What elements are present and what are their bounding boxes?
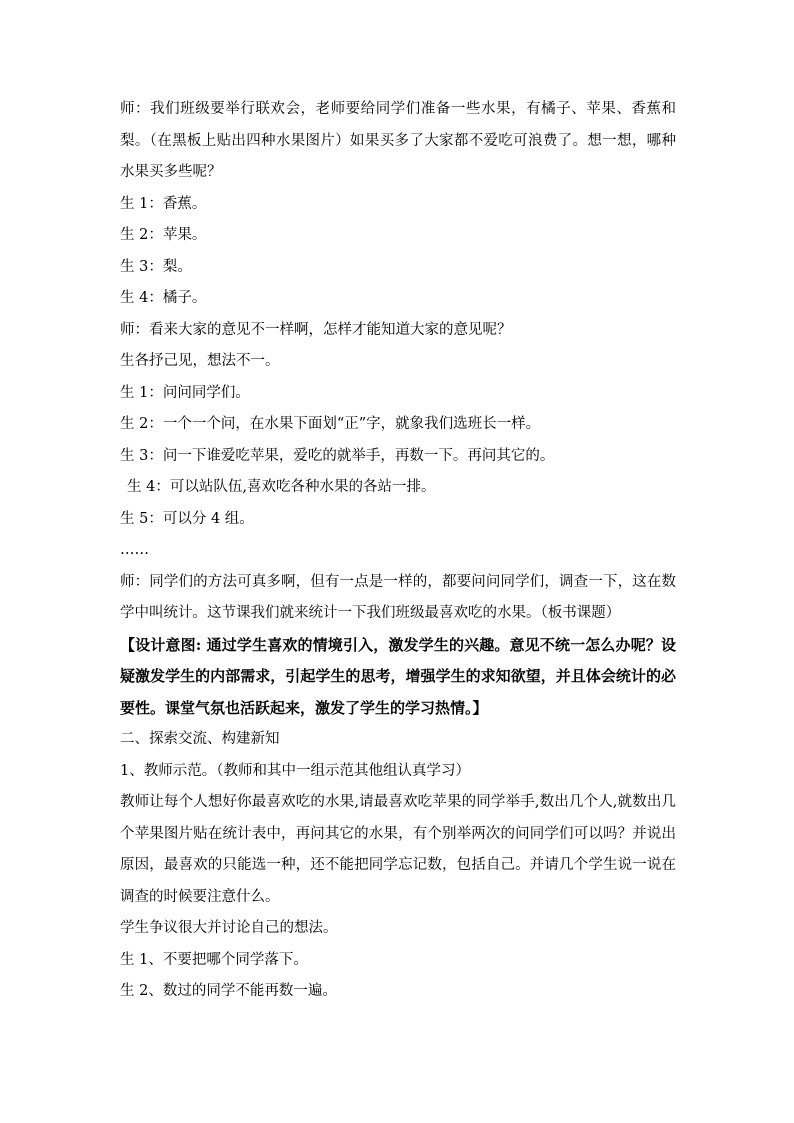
paragraph-teacher-demo-details: 教师让每个人想好你最喜欢吃的水果,请最喜欢吃苹果的同学举手,数出几个人,就数出几个苹果图片贴在统计表中，再问其它的水果，有个别举两次的问同学们可以吗？并说出原因，最喜欢的只能选一种，还不能把同学忘记数，包括自己。并请几个学生说一说在调查的时候要注意什么。 (120, 794, 676, 905)
paragraph-student-3-hands: 生 3：问一下谁爱吃苹果，爱吃的就举手，再数一下。再问其它的。 (120, 447, 555, 464)
paragraph-teacher-question: 师：看来大家的意见不一样啊，怎样才能知道大家的意见呢？ (120, 321, 512, 338)
paragraph-student-1-banana: 生 1：香蕉。 (120, 195, 207, 212)
paragraph-student-2-no-recount: 生 2、数过的同学不能再数一遍。 (120, 983, 337, 999)
section-heading-explore: 二、探索交流、构建新知 (120, 731, 280, 747)
paragraph-student-2-tally: 生 2：一个一个问，在水果下面划“正”字，就象我们选班长一样。 (120, 416, 541, 432)
paragraph-student-4-line-up: 生 4：可以站队伍,喜欢吃各种水果的各站一排。 (127, 479, 436, 495)
paragraph-student-2-apple: 生 2：苹果。 (120, 227, 207, 243)
paragraph-student-1-dont-miss: 生 1、不要把哪个同学落下。 (120, 951, 308, 968)
subheading-teacher-demo: 1、教师示范。（教师和其中一组示范其他组认真学习） (120, 762, 470, 779)
document-body (120, 94, 676, 1008)
paragraph-ellipsis: …… (120, 542, 149, 558)
paragraph-teacher-intro: 师：我们班级要举行联欢会，老师要给同学们准备一些水果，有橘子、苹果、香蕉和梨。（在黑板上贴出四种水果图片）如果买多了大家都不爱吃可浪费了。想一想，哪种水果买多些呢？ (120, 101, 676, 180)
paragraph-student-3-pear: 生 3：梨。 (120, 258, 192, 275)
paragraph-student-5-groups: 生 5：可以分 4 组。 (120, 510, 254, 527)
paragraph-design-intent: 【设计意图: 通过学生喜欢的情境引入，激发学生的兴趣。意见不统一怎么办呢？设疑激发学生的内部需求，引起学生的思考，增强学生的求知欲望，并且体会统计的必要性。课堂气氛也活跃起来，激发了学生的学习热情。】 (120, 635, 676, 717)
paragraph-students-discuss: 学生争议很大并讨论自己的想法。 (120, 920, 338, 936)
paragraph-student-4-orange: 生 4：橘子。 (120, 290, 207, 306)
paragraph-teacher-statistics: 师：同学们的方法可真多啊，但有一点是一样的，都要问问同学们，调查一下，这在数学中叫统计。这节课我们就来统计一下我们班级最喜欢吃的水果。（板书课题） (120, 573, 676, 621)
paragraph-student-1-ask: 生 1：问问同学们。 (120, 384, 250, 401)
paragraph-students-opinions: 生各抒己见，想法不一。 (120, 353, 280, 369)
